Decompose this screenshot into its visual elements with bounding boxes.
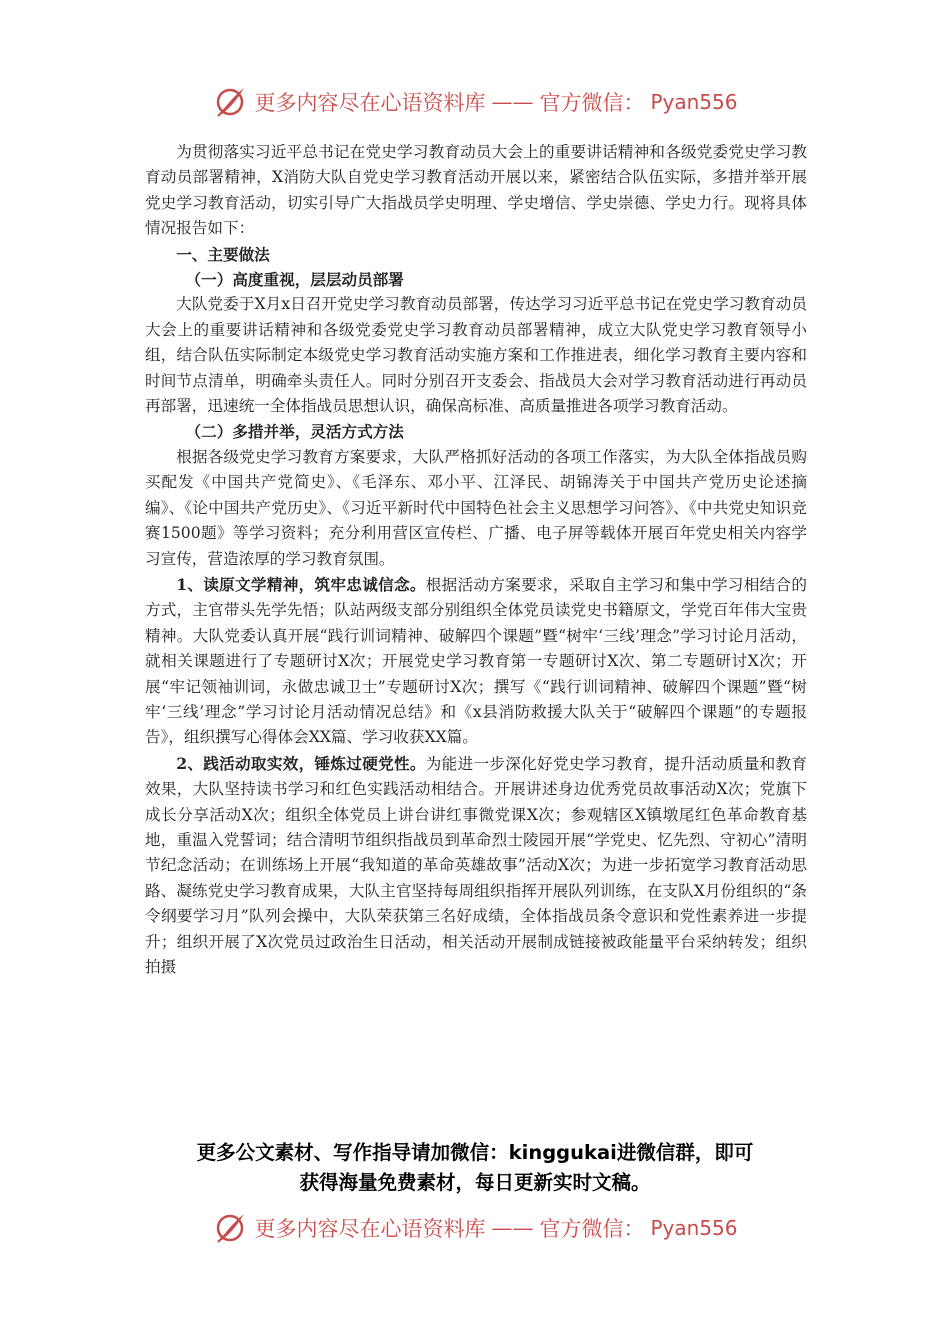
subheading-2: （二）多措并举，灵活方式方法 (185, 422, 404, 442)
promo-line-1: 更多公文素材、写作指导请加微信：kinggukai进微信群，即可 (196, 1141, 754, 1164)
item-1 (145, 572, 807, 751)
subheading-1: （一）高度重视，层层动员部署 (185, 270, 404, 290)
watermark-account: Pyan556 (650, 1216, 738, 1240)
section-heading: 一、主要做法 (176, 244, 270, 264)
watermark-text: 更多内容尽在心语资料库 (254, 91, 486, 115)
quill-logo-icon (212, 1210, 248, 1246)
paragraph-2: 根据各级党史学习教育方案要求，大队严格抓好活动的各项工作落实，为大队全体指战员购买配发《中国共产党简史》、《毛泽东、邓小平、江泽民、胡锦涛关于中国共产党历史论述摘编》、《论中国共产党历史》、《习近平新时代中国特色社会主义思想学习问答》、《中共党史知识竞赛1500题》等学习资料；充分利用营区宣传栏、广播、电子屏等载体开展百年党史相关内容学习宣传，营造浓厚的学习教育氛围。 (145, 447, 807, 568)
watermark-text: 更多内容尽在心语资料库 (254, 1217, 486, 1241)
item-1-text: 根据活动方案要求，采取自主学习和集中学习相结合的方式，主官带头先学先悟；队站两级支部分别组织全体党员读党史书籍原文，学党百年伟大宝贵精神。大队党委认真开展“践行训词精神、破解四个课题”暨“树牢‘三线’理念”学习讨论月活动，就相关课题进行了专题研讨X次；开展党史学习教育第一专题研讨X次、第二专题研讨X次；开展“牢记领袖训词，永做忠诚卫士”专题研讨X次；撰写《“践行训词精神、破解四个课题”暨“树牢‘三线’理念”学习讨论月活动情况总结》和《x县消防救援大队关于“破解四个课题”的专题报告》，组织撰写心得体会XX篇、学习收获XX篇。 (145, 575, 807, 747)
quill-logo-icon (212, 84, 248, 120)
intro-paragraph: 为贯彻落实习近平总书记在党史学习教育动员大会上的重要讲话精神和各级党委党史学习教育动员部署精神，X消防大队自党史学习教育活动开展以来，紧密结合队伍实际，多措并举开展党史学习教育活动，切实引导广大指战员学史明理、学史增信、学史崇德、学史力行。现将具体情况报告如下： (145, 143, 807, 238)
item-2 (145, 751, 807, 981)
item-2-title: 2、践活动取实效，锤炼过硬党性。 (176, 753, 426, 773)
paragraph-1: 大队党委于X月x日召开党史学习教育动员部署，传达学习习近平总书记在党史学习教育动员大会上的重要讲话精神和各级党委党史学习教育动员部署精神，成立大队党史学习教育领导小组，结合队伍实际制定本级党史学习教育活动实施方案和工作推进表，细化学习教育主要内容和时间节点清单，明确牵头责任人。同时分别召开支委会、指战员大会对学习教育活动进行再动员再部署，迅速统一全体指战员思想认识，确保高标准、高质量推进各项学习教育活动。 (145, 295, 807, 416)
watermark-label: 官方微信： (539, 91, 645, 115)
watermark-dash: —— (491, 1216, 534, 1240)
footer-watermark (0, 1210, 950, 1246)
watermark-label: 官方微信： (539, 1217, 645, 1241)
item-1-title: 1、读原文学精神，筑牢忠诚信念。 (176, 574, 426, 594)
item-2-text: 为能进一步深化好党史学习教育，提升活动质量和教育效果，大队坚持读书学习和红色实践活动相结合。开展讲述身边优秀党员故事活动X次；党旗下成长分享活动X次；组织全体党员上讲台讲红事微党课X次；参观辖区X镇墩尾红色革命教育基地，重温入党誓词；结合清明节组织指战员到革命烈士陵园开展“学党史、忆先烈、守初心”清明节纪念活动；在训练场上开展“我知道的革命英雄故事”活动X次；为进一步拓宽学习教育活动思路、凝练党史学习教育成果，大队主官坚持每周组织指挥开展队列训练，在支队X月份组织的“条令纲要学习月”队列会操中，大队荣获第三名好成绩，全体指战员条令意识和党性素养进一步提升；组织开展了X次党员过政治生日活动，相关活动开展制成链接被政能量平台采纳转发；组织拍摄 (145, 754, 807, 976)
document-body (145, 140, 807, 980)
promo-line-2: 获得海量免费素材，每日更新实时文稿。 (299, 1171, 651, 1194)
header-watermark (0, 84, 950, 120)
promo-banner (0, 1138, 950, 1198)
watermark-dash: —— (491, 90, 534, 114)
watermark-account: Pyan556 (650, 90, 738, 114)
